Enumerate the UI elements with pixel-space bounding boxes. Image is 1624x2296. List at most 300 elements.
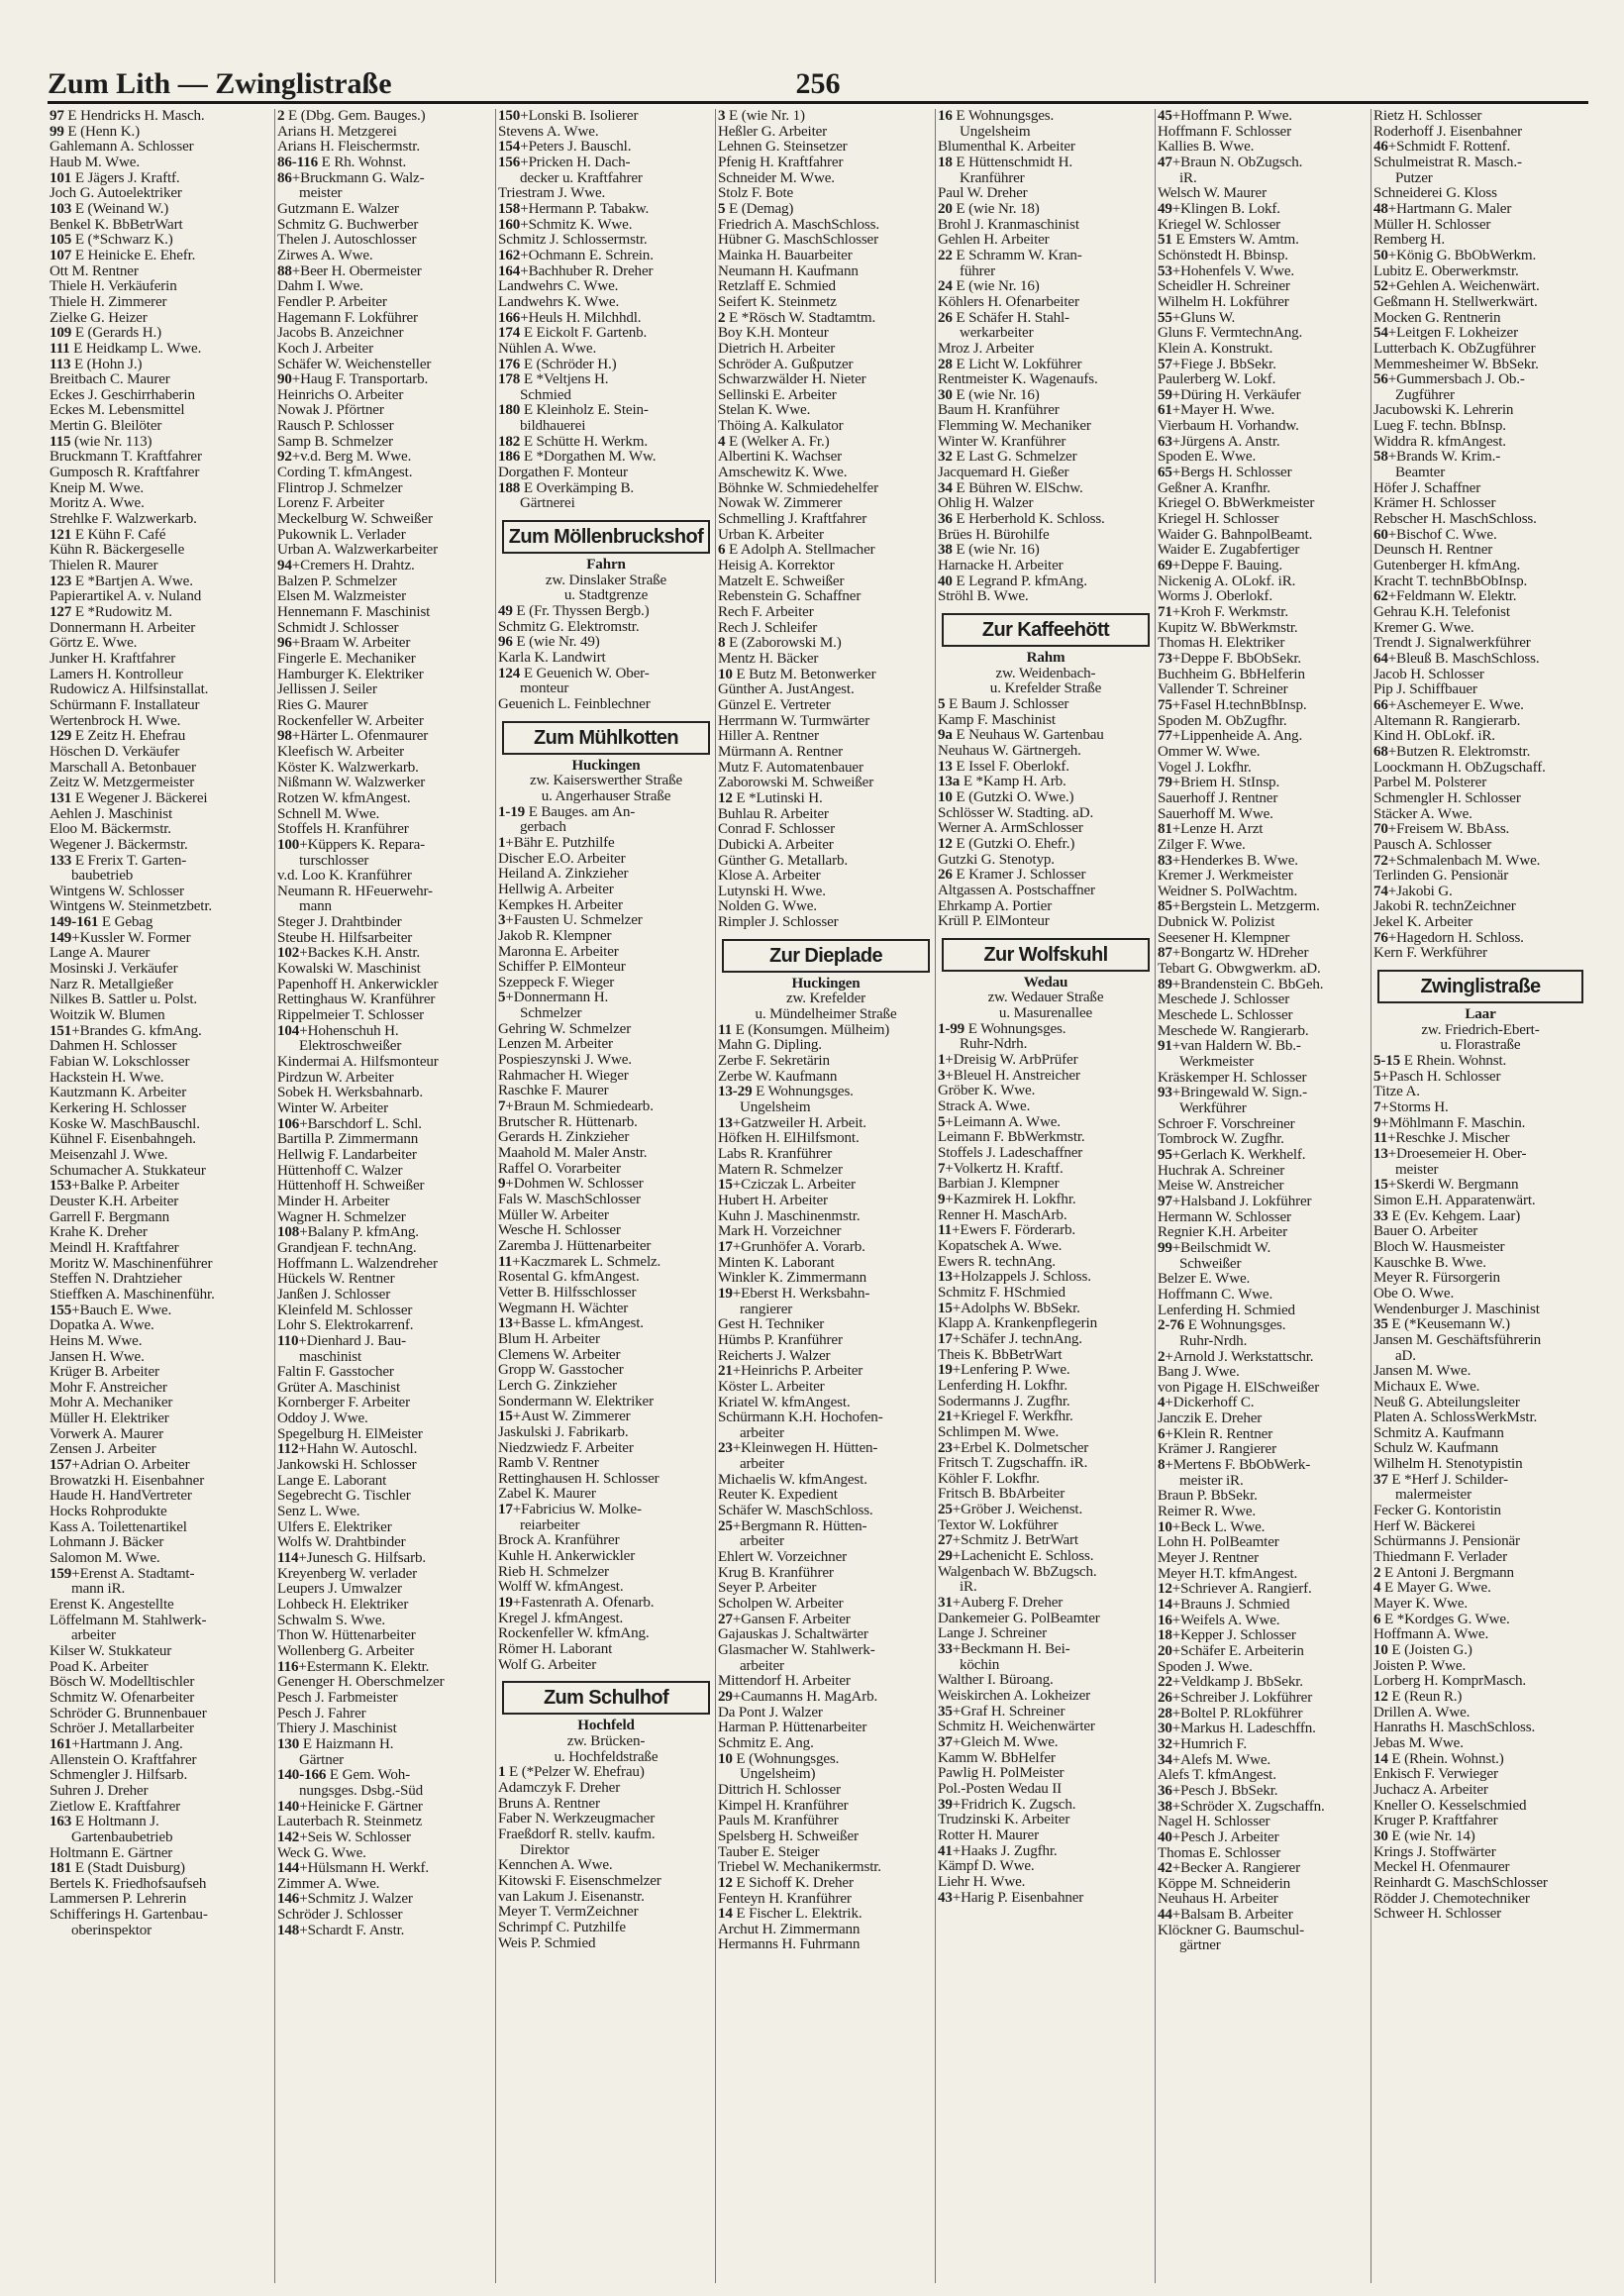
directory-entry: 66+Aschemeyer E. Wwe. xyxy=(1373,697,1524,713)
directory-entry: 23+Kleinwegen H. Hütten- xyxy=(718,1441,878,1457)
directory-entry: Buhlau R. Arbeiter xyxy=(718,806,829,822)
house-number: 40 xyxy=(1158,1829,1172,1845)
directory-entry: 68+Butzen R. Elektromstr. xyxy=(1373,744,1531,760)
directory-entry: Jellissen J. Seiler xyxy=(277,682,377,698)
directory-entry: 86-116 E Rh. Wohnst. xyxy=(277,155,407,170)
directory-entry: Vogel J. Lokfhr. xyxy=(1158,760,1252,776)
directory-entry: Pesch J. Fahrer xyxy=(277,1706,366,1722)
directory-entry: 106+Barschdorf L. Schl. xyxy=(277,1116,422,1132)
house-number: 3 xyxy=(718,109,726,124)
directory-entry: Schmitz H. Weichenwärter xyxy=(938,1720,1095,1735)
directory-entry: Nowak W. Zimmerer xyxy=(718,496,843,512)
directory-entry: 32+Humrich F. xyxy=(1158,1736,1248,1752)
directory-entry: 5+Leimann A. Wwe. xyxy=(938,1114,1061,1130)
directory-entry: Seyer P. Arbeiter xyxy=(718,1581,817,1597)
directory-entry: Michaelis W. kfmAngest. xyxy=(718,1472,867,1488)
directory-entry: Fritsch T. Zugschaffn. iR. xyxy=(938,1456,1088,1472)
directory-entry: Braun P. BbSekr. xyxy=(1158,1489,1258,1505)
directory-entry: Zerbe W. Kaufmann xyxy=(718,1069,838,1085)
directory-entry: Samp B. Schmelzer xyxy=(277,434,393,450)
directory-entry: Ommer W. Wwe. xyxy=(1158,744,1261,760)
directory-entry: 160+Schmitz K. Wwe. xyxy=(498,217,633,233)
directory-entry: Rettinghausen H. Schlosser xyxy=(498,1471,660,1487)
directory-entry: 17+Schäfer J. technAng. xyxy=(938,1331,1082,1347)
directory-entry: Günther A. JustAngest. xyxy=(718,682,855,698)
entry-continuation: meister xyxy=(1395,1162,1439,1178)
directory-entry: Elsen M. Walzmeister xyxy=(277,589,407,605)
directory-entry: Theis K. BbBetrWart xyxy=(938,1347,1063,1363)
directory-entry: 154+Peters J. Bauschl. xyxy=(498,140,632,156)
entry-continuation: mann iR. xyxy=(71,1582,126,1598)
street-description: zw. Dinslaker Straße xyxy=(545,573,667,588)
directory-entry: 96 E (wie Nr. 49) xyxy=(498,635,600,651)
house-number: 12 xyxy=(938,836,953,852)
directory-entry: 19+Lenfering P. Wwe. xyxy=(938,1363,1070,1379)
street-description: Hochfeld xyxy=(577,1719,635,1734)
directory-entry: Gröber K. Wwe. xyxy=(938,1084,1036,1099)
directory-entry: Jakobi R. technZeichner xyxy=(1373,899,1516,915)
directory-entry: Rippelmeier T. Schlosser xyxy=(277,1008,425,1024)
directory-entry: Pol.-Posten Wedau II xyxy=(938,1781,1063,1797)
directory-entry: 111 E Heidkamp L. Wwe. xyxy=(50,341,202,357)
directory-entry: 75+Fasel H.technBbInsp. xyxy=(1158,697,1307,713)
house-number: 5 xyxy=(938,1114,946,1130)
directory-entry: Thelen J. Autoschlosser xyxy=(277,233,417,249)
entry-continuation: Kranführer xyxy=(960,170,1025,186)
directory-entry: Kriatel W. kfmAngest. xyxy=(718,1395,851,1410)
directory-entry: Trudzinski K. Arbeiter xyxy=(938,1813,1070,1828)
directory-entry: Lerch G. Zinkzieher xyxy=(498,1378,617,1394)
house-number: 25 xyxy=(718,1518,733,1534)
directory-entry: Kämpf D. Wwe. xyxy=(938,1859,1035,1875)
directory-entry: Segebrecht G. Tischler xyxy=(277,1489,411,1505)
directory-entry: 11 E (Konsumgen. Mülheim) xyxy=(718,1022,890,1038)
directory-entry: Schwalm S. Wwe. xyxy=(277,1613,385,1628)
house-number: 10 xyxy=(1373,1643,1388,1658)
directory-entry: 40 E Legrand P. kfmAng. xyxy=(938,574,1087,589)
entry-continuation: gärtner xyxy=(1179,1938,1221,1954)
directory-entry: 110+Dienhard J. Bau- xyxy=(277,1333,407,1349)
house-number: 17 xyxy=(718,1239,733,1255)
house-number: 35 xyxy=(1373,1317,1388,1333)
directory-entry: Klapp A. Krankenpflegerin xyxy=(938,1316,1097,1332)
house-number: 20 xyxy=(938,201,953,217)
directory-entry: Heinrichs O. Arbeiter xyxy=(277,387,404,403)
directory-entry: Kleinfeld M. Schlosser xyxy=(277,1303,413,1318)
directory-entry: Vetter B. Hilfsschlosser xyxy=(498,1285,637,1301)
house-number: 127 xyxy=(50,605,72,620)
directory-entry: Mentz H. Bäcker xyxy=(718,651,819,667)
house-number: 15 xyxy=(938,1301,953,1316)
house-number: 74 xyxy=(1373,884,1388,899)
directory-entry: 25+Bergmann R. Hütten- xyxy=(718,1518,867,1534)
directory-entry: Pukownik L. Verlader xyxy=(277,527,406,543)
house-number: 56 xyxy=(1373,372,1388,388)
house-number: 71 xyxy=(1158,605,1172,620)
directory-entry: 19+Eberst H. Werksbahn- xyxy=(718,1286,870,1302)
directory-entry: 74+Jakobi G. xyxy=(1373,884,1453,899)
entry-continuation: Beamter xyxy=(1395,466,1446,481)
directory-entry: Maahold M. Maler Anstr. xyxy=(498,1146,648,1162)
directory-entry: Steube H. Hilfsarbeiter xyxy=(277,930,413,946)
street-heading: Zum Schulhof xyxy=(502,1681,710,1715)
directory-entry: Kopatschek A. Wwe. xyxy=(938,1238,1063,1254)
directory-entry: Pfenig H. Kraftfahrer xyxy=(718,155,844,170)
directory-entry: Conrad F. Schlosser xyxy=(718,822,835,838)
directory-entry: Kallies B. Wwe. xyxy=(1158,140,1255,156)
directory-entry: Hocks Rohprodukte xyxy=(50,1505,167,1520)
directory-entry: Rockenfeller W. kfmAng. xyxy=(498,1626,650,1642)
house-number: 47 xyxy=(1158,155,1172,170)
directory-entry: Hückels W. Rentner xyxy=(277,1272,395,1288)
directory-entry: 47+Braun N. ObZugsch. xyxy=(1158,155,1303,170)
directory-entry: Eckes J. Geschirrhaberin xyxy=(50,387,195,403)
directory-entry: 26 E Kramer J. Schlosser xyxy=(938,868,1086,884)
directory-entry: Kruger P. Kraftfahrer xyxy=(1373,1814,1498,1829)
directory-entry: Matern R. Schmelzer xyxy=(718,1162,843,1178)
house-number: 8 xyxy=(718,636,726,652)
directory-entry: Karla K. Landwirt xyxy=(498,651,606,666)
house-number: 146 xyxy=(277,1892,300,1908)
house-number: 5 xyxy=(718,201,726,217)
house-number: 20 xyxy=(1158,1643,1172,1659)
directory-entry: 13+Basse L. kfmAngest. xyxy=(498,1316,644,1332)
directory-entry: Hellwig F. Landarbeiter xyxy=(277,1147,417,1163)
directory-entry: Ewers R. technAng. xyxy=(938,1254,1056,1270)
directory-entry: 45+Hoffmann P. Wwe. xyxy=(1158,109,1292,124)
house-number: 11 xyxy=(1373,1131,1387,1147)
directory-entry: 150+Lonski B. Isolierer xyxy=(498,109,639,124)
directory-entry: Dahmen H. Schlosser xyxy=(50,1039,177,1055)
directory-entry: Neumann R. HFeuerwehr- xyxy=(277,884,433,899)
directory-entry: Sondermann W. Elektriker xyxy=(498,1394,654,1409)
directory-entry: Köppe M. Schneiderin xyxy=(1158,1876,1291,1892)
entry-continuation: köchin xyxy=(960,1657,1000,1673)
house-number: 73 xyxy=(1158,651,1172,667)
house-number: 114 xyxy=(277,1551,299,1567)
house-number: 16 xyxy=(938,109,953,124)
house-number: 13 xyxy=(718,1115,733,1131)
directory-entry: Kriegel O. BbWerkmeister xyxy=(1158,496,1315,512)
house-number: 97 xyxy=(1158,1194,1172,1209)
house-number: 27 xyxy=(718,1612,733,1627)
directory-entry: 9+Kazmirek H. Lokfhr. xyxy=(938,1193,1076,1207)
running-title: Zum Lith — Zwinglistraße xyxy=(48,67,392,100)
house-number: 102 xyxy=(277,946,300,962)
directory-entry: Sauerhoff M. Wwe. xyxy=(1158,806,1273,822)
directory-entry: Cording T. kfmAngest. xyxy=(277,466,413,481)
directory-entry: Zaremba J. Hüttenarbeiter xyxy=(498,1238,652,1254)
directory-entry: Kilser W. Stukkateur xyxy=(50,1643,172,1659)
directory-entry: Triebel W. Mechanikermstr. xyxy=(718,1860,881,1876)
house-number: 55 xyxy=(1158,310,1172,326)
directory-entry: Altgassen A. Postschaffner xyxy=(938,883,1095,898)
directory-entry: Schiffer P. ElMonteur xyxy=(498,960,626,976)
directory-entry: Browatzki H. Eisenbahner xyxy=(50,1473,205,1489)
directory-entry: Kuhle H. Ankerwickler xyxy=(498,1549,636,1565)
directory-entry: Mahn G. Dipling. xyxy=(718,1038,822,1054)
directory-entry: Wolfs W. Drahtbinder xyxy=(277,1535,406,1551)
directory-entry: Rotzen W. kfmAngest. xyxy=(277,790,411,806)
entry-continuation: Ungelsheim xyxy=(960,124,1031,140)
directory-entry: 8 E (Zaborowski M.) xyxy=(718,636,842,652)
directory-entry: 94+Cremers H. Drahtz. xyxy=(277,559,415,574)
entry-continuation: rangierer xyxy=(740,1302,793,1317)
directory-entry: Fingerle E. Mechaniker xyxy=(277,651,416,667)
entry-continuation: gerbach xyxy=(520,820,566,836)
directory-entry: 2 E Antoni J. Bergmann xyxy=(1373,1565,1514,1581)
directory-entry: Schrimpf C. Putzhilfe xyxy=(498,1920,626,1935)
house-number: 158 xyxy=(498,201,521,217)
entry-continuation: turschlosser xyxy=(299,853,369,869)
directory-entry: 9+Dohmen W. Schlosser xyxy=(498,1177,644,1193)
directory-entry: Hüttenhoff H. Schweißer xyxy=(277,1179,425,1195)
directory-entry: 17+Fabricius W. Molke- xyxy=(498,1503,642,1518)
directory-entry: Spelsberg H. Schweißer xyxy=(718,1828,859,1844)
directory-entry: 153+Balke P. Arbeiter xyxy=(50,1179,179,1195)
directory-entry: 54+Leitgen F. Lokheizer xyxy=(1373,326,1518,342)
house-number: 30 xyxy=(1373,1828,1388,1844)
directory-entry: Kleefisch W. Arbeiter xyxy=(277,744,405,760)
directory-entry: Schäfer W. Weichensteller xyxy=(277,357,432,372)
directory-entry: Rieb H. Schmelzer xyxy=(498,1564,609,1580)
directory-entry: 71+Kroh F. Werkmstr. xyxy=(1158,605,1288,620)
house-number: 149-161 xyxy=(50,915,99,931)
directory-entry: 12 E (Gutzki O. Ehefr.) xyxy=(938,836,1075,852)
house-number: 39 xyxy=(938,1797,953,1813)
directory-entry: Renner H. MaschArb. xyxy=(938,1207,1067,1223)
entry-continuation: werkarbeiter xyxy=(960,326,1034,342)
directory-entry: Zerbe F. Sekretärin xyxy=(718,1054,830,1070)
directory-entry: Walther I. Büroang. xyxy=(938,1673,1054,1689)
directory-entry: Nagel H. Schlosser xyxy=(1158,1815,1270,1830)
directory-entry: Schneiderei G. Kloss xyxy=(1373,186,1497,202)
directory-entry: Lehnen G. Steinsetzer xyxy=(718,140,848,156)
directory-entry: Lohbeck H. Elektriker xyxy=(277,1598,409,1613)
directory-entry: Retzlaff E. Schmied xyxy=(718,279,836,295)
directory-entry: Woitzik W. Blumen xyxy=(50,1008,165,1024)
directory-entry: Lange E. Laborant xyxy=(277,1473,387,1489)
house-number: 10 xyxy=(718,1751,733,1767)
directory-entry: Meckel H. Ofenmaurer xyxy=(1373,1860,1510,1876)
directory-entry: Lenferding H. Lokfhr. xyxy=(938,1378,1067,1394)
directory-entry: 43+Harig P. Eisenbahner xyxy=(938,1890,1084,1906)
directory-entry: Allenstein O. Kraftfahrer xyxy=(50,1752,197,1768)
directory-entry: Leupers J. Umwalzer xyxy=(277,1582,402,1598)
house-number: 5-15 xyxy=(1373,1054,1401,1070)
directory-entry: 17+Grunhöfer A. Vorarb. xyxy=(718,1239,865,1255)
directory-entry: 15+Skerdi W. Bergmann xyxy=(1373,1178,1519,1194)
directory-entry: Wolf G. Arbeiter xyxy=(498,1657,597,1673)
directory-entry: 49 E (Fr. Thyssen Bergb.) xyxy=(498,604,650,620)
directory-entry: 6 E Adolph A. Stellmacher xyxy=(718,543,875,559)
house-number: 1 xyxy=(498,835,506,851)
directory-entry: Walgenbach W. BbZugsch. xyxy=(938,1564,1097,1580)
directory-entry: Wilhelm H. Stenotypistin xyxy=(1373,1457,1523,1473)
directory-entry: 39+Fridrich K. Zugsch. xyxy=(938,1797,1076,1813)
house-number: 12 xyxy=(718,1875,733,1891)
street-description: zw. Brücken- xyxy=(566,1734,646,1749)
house-number: 36 xyxy=(1158,1783,1172,1799)
directory-entry: Winter W. Arbeiter xyxy=(277,1101,388,1116)
entry-continuation: meister iR. xyxy=(1179,1473,1244,1489)
directory-entry: Schweer H. Schlosser xyxy=(1373,1907,1502,1923)
directory-entry: Meschede J. Schlosser xyxy=(1158,992,1290,1008)
directory-entry: 41+Haaks J. Zugfhr. xyxy=(938,1843,1058,1859)
house-number: 11 xyxy=(498,1254,512,1270)
directory-entry: Kindermai A. Hilfsmonteur xyxy=(277,1055,439,1071)
directory-entry: Simon E.H. Apparatenwärt. xyxy=(1373,1193,1536,1208)
directory-entry: Mainka H. Bauarbeiter xyxy=(718,248,853,263)
house-number: 14 xyxy=(1158,1598,1172,1613)
directory-entry: Wendenburger J. Maschinist xyxy=(1373,1302,1540,1317)
entry-continuation: Schmied xyxy=(520,387,571,403)
house-number: 9 xyxy=(938,1193,946,1207)
directory-entry: 142+Seis W. Schlosser xyxy=(277,1829,411,1845)
directory-entry: Regnier K.H. Arbeiter xyxy=(1158,1225,1287,1241)
directory-entry: 69+Deppe F. Bauing. xyxy=(1158,559,1283,574)
house-number: 15 xyxy=(498,1409,513,1425)
house-number: 115 xyxy=(50,434,71,450)
directory-entry: Krings J. Stoffwärter xyxy=(1373,1844,1496,1860)
directory-entry: Gehring W. Schmelzer xyxy=(498,1021,632,1037)
directory-entry: Schwarzwälder H. Nieter xyxy=(718,372,866,388)
directory-entry: Rentmeister K. Wagenaufs. xyxy=(938,372,1098,388)
directory-entry: Pirdzun W. Arbeiter xyxy=(277,1070,394,1086)
house-number: 38 xyxy=(938,543,953,559)
directory-entry: 1+Bähr E. Putzhilfe xyxy=(498,835,615,851)
directory-entry: Hoffmann F. Schlosser xyxy=(1158,124,1291,140)
directory-entry: 95+Gerlach K. Werkhelf. xyxy=(1158,1147,1306,1163)
directory-entry: Schmitz E. Ang. xyxy=(718,1735,814,1751)
directory-entry: Krämer J. Rangierer xyxy=(1158,1442,1276,1458)
house-number: 90 xyxy=(277,372,292,388)
house-number: 83 xyxy=(1158,853,1172,869)
street-description: u. Hochfeldstraße xyxy=(554,1749,659,1765)
directory-entry: Weidner S. PolWachtm. xyxy=(1158,884,1298,899)
directory-entry: Kremer G. Wwe. xyxy=(1373,620,1474,636)
directory-entry: Hoffmann A. Wwe. xyxy=(1373,1627,1489,1643)
directory-entry: Nißmann W. Walzwerker xyxy=(277,776,426,791)
house-number: 26 xyxy=(1158,1690,1172,1706)
directory-entry: 77+Lippenheide A. Ang. xyxy=(1158,729,1303,745)
directory-entry: Kautzmann K. Arbeiter xyxy=(50,1086,187,1101)
directory-entry: 140-166 E Gem. Woh- xyxy=(277,1768,411,1784)
directory-entry: 24 E (wie Nr. 16) xyxy=(938,279,1040,295)
house-number: 64 xyxy=(1373,651,1388,667)
house-number: 121 xyxy=(50,527,72,543)
house-number: 3 xyxy=(498,913,506,929)
house-number: 66 xyxy=(1373,697,1388,713)
house-number: 1 xyxy=(938,1053,946,1069)
directory-entry: 123 E *Bartjen A. Wwe. xyxy=(50,574,193,589)
directory-entry: Drillen A. Wwe. xyxy=(1373,1705,1471,1721)
directory-entry: Bauer O. Arbeiter xyxy=(1373,1224,1478,1240)
street-heading: Zum Mühlkotten xyxy=(502,721,710,755)
directory-entry: Klöckner G. Baumschul- xyxy=(1158,1923,1305,1938)
directory-entry: Triestram J. Wwe. xyxy=(498,186,606,202)
directory-entry: Blumenthal K. Arbeiter xyxy=(938,140,1075,156)
directory-entry: 5+Donnermann H. xyxy=(498,991,609,1006)
directory-entry: Thomas H. Elektriker xyxy=(1158,636,1285,652)
directory-entry: Mittendorf H. Arbeiter xyxy=(718,1674,851,1690)
directory-entry: Schmitz J. Schlossermstr. xyxy=(498,233,648,249)
directory-entry: Rebenstein G. Schaffner xyxy=(718,589,862,605)
directory-entry: Kind H. ObLokf. iR. xyxy=(1373,729,1495,745)
directory-entry: Kornberger F. Arbeiter xyxy=(277,1396,410,1411)
directory-entry: Kriegel H. Schlosser xyxy=(1158,512,1279,528)
entry-continuation: maschinist xyxy=(299,1349,362,1365)
directory-entry: 27+Schmitz J. BetrWart xyxy=(938,1533,1078,1549)
directory-entry: 140+Heinicke F. Gärtner xyxy=(277,1799,423,1815)
directory-entry: Wertenbrock H. Wwe. xyxy=(50,713,181,729)
directory-entry: Haude H. HandVertreter xyxy=(50,1489,192,1505)
directory-entry: Löffelmann M. Stahlwerk- xyxy=(50,1613,207,1628)
directory-entry: Ries G. Maurer xyxy=(277,697,368,713)
directory-entry: 26+Schreiber J. Lokführer xyxy=(1158,1690,1313,1706)
directory-entry: 34 E Bühren W. ElSchw. xyxy=(938,480,1083,496)
house-number: 103 xyxy=(50,201,72,217)
directory-entry: 18+Kepper J. Schlosser xyxy=(1158,1628,1296,1644)
directory-entry: Winter W. Kranführer xyxy=(938,434,1066,450)
entry-continuation: Werkmeister xyxy=(1179,1055,1255,1071)
house-number: 30 xyxy=(1158,1722,1172,1737)
directory-entry: 13-29 E Wohnungsges. xyxy=(718,1085,854,1100)
directory-entry: Hennemann F. Maschinist xyxy=(277,605,431,620)
directory-entry: 115 (wie Nr. 113) xyxy=(50,434,152,450)
directory-entry: 6+Klein R. Rentner xyxy=(1158,1426,1273,1442)
house-number: 1-19 xyxy=(498,804,526,820)
directory-entry: Raschke F. Maurer xyxy=(498,1084,609,1099)
directory-entry: Nolden G. Wwe. xyxy=(718,899,817,915)
directory-entry: Gahlemann A. Schlosser xyxy=(50,140,194,156)
directory-entry: Hagemann F. Lokführer xyxy=(277,310,418,326)
directory-entry: 14 E Fischer L. Elektrik. xyxy=(718,1907,863,1923)
house-number: 15 xyxy=(1373,1178,1388,1194)
entry-continuation: Ungelsheim xyxy=(740,1100,811,1116)
directory-entry: Wegmann H. Wächter xyxy=(498,1301,629,1316)
entry-continuation: bildhauerei xyxy=(520,419,586,435)
house-number: 3 xyxy=(938,1068,946,1084)
directory-entry: Gutzmann E. Walzer xyxy=(277,201,399,217)
directory-entry: Thöing A. Kalkulator xyxy=(718,419,844,435)
directory-entry: Joisten P. Wwe. xyxy=(1373,1658,1467,1674)
directory-entry: Welsch W. Maurer xyxy=(1158,186,1267,202)
house-number: 7 xyxy=(938,1161,946,1177)
street-heading: Zur Wolfskuhl xyxy=(942,938,1150,972)
directory-entry: Loockmann H. ObZugschaff. xyxy=(1373,760,1546,776)
house-number: 93 xyxy=(1158,1086,1172,1101)
directory-entry: Jacob H. Schlosser xyxy=(1373,667,1484,682)
directory-entry: Rech J. Schleifer xyxy=(718,620,818,636)
directory-entry: 20 E (wie Nr. 18) xyxy=(938,201,1040,217)
directory-entry: Ströhl B. Wwe. xyxy=(938,589,1029,605)
directory-entry: Görtz E. Wwe. xyxy=(50,636,138,652)
directory-entry: 108+Balany P. kfmAng. xyxy=(277,1225,419,1241)
directory-entry: 42+Becker A. Rangierer xyxy=(1158,1861,1300,1877)
directory-entry: Kamm W. BbHelfer xyxy=(938,1750,1056,1766)
directory-entry: 155+Bauch E. Wwe. xyxy=(50,1303,172,1318)
directory-entry: Dietrich H. Arbeiter xyxy=(718,341,836,357)
entry-continuation: arbeiter xyxy=(740,1425,784,1441)
street-description: u. Mündelheimer Straße xyxy=(755,1007,897,1023)
directory-entry: Schlösser W. Stadting. aD. xyxy=(938,805,1094,821)
directory-entry: Vorwerk A. Maurer xyxy=(50,1426,163,1442)
house-number: 22 xyxy=(938,248,953,263)
house-number: 13 xyxy=(498,1316,513,1332)
house-number: 180 xyxy=(498,403,521,419)
directory-entry: Aehlen J. Maschinist xyxy=(50,806,173,822)
